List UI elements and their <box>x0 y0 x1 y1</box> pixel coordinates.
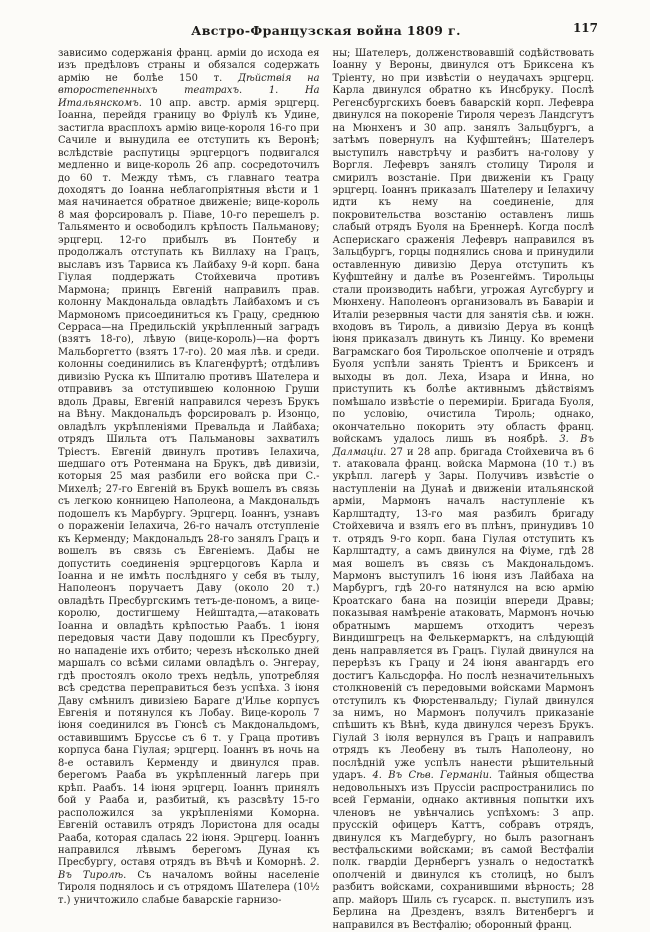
column-right <box>333 48 595 932</box>
text-segment: зависимо содержанія франц. арміи до исхода ея изъ предѣловъ страны и обязался содержать армію не болѣе 150 т. <box>58 48 320 84</box>
running-title: Австро-Французская война 1809 г. <box>191 23 461 38</box>
text-segment: ны; Шателеръ, долженствовавшій содѣйствовать Іоанну у Вероны, двинулся отъ Бриксена къ Тріенту, но при извѣстіи о неудачахъ эрцгерц. Карла двинулся обратно къ Инсбруку. Послѣ Регенсбургскихъ боевъ баварскій корп. Лефевра двинулся на покореніе Тироля черезъ Ландсгутъ на Мюнхенъ и 30 апр. занялъ Зальцбургъ, а затѣмъ повернулъ на Куфштейнъ; Шателеръ выступилъ навстрѣчу и разбитъ на-голову у Воргля. Лефевръ занялъ столицу Тироля и смирилъ возстаніе. При движеніи къ Грацу эрцгерц. Іоаннъ приказалъ Шателеру и Іелахичу идти къ нему на соединеніе, для покровительства возстанію оставленъ лишь слабый отрядъ Буоля на Бреннерѣ. Когда послѣ Асперискаго сраженія Лефевръ направился въ Зальцбургъ, горцы поднялись снова и принудили оставленную дивизію Деруа отступить къ Куфштейну и далѣе въ Розенгеймъ. Тирольцы стали производить набѣги, угрожая Аугсбургу и Мюнхену. Наполеонъ организовалъ въ Баваріи и Италіи резервныя части для занятія сѣв. и южн. входовъ въ Тироль, а дивизію Деруа въ концѣ іюня приказалъ двинуть къ Линцу. Ко времени Ваграмскаго боя Тирольское ополченіе и отрядъ Буоля успѣли занять Тріентъ и Бриксенъ и выходы въ дол. Леха, Изара и Инна, но приступить къ болѣе активнымъ дѣйствіямъ помѣшало извѣстіе о перемиріи. Бригада Буоля, по условію, очистила Тироль; однако, окончательно покорить эту область франц. войскамъ удалось лишь въ ноябрѣ. <box>332 48 594 446</box>
text-columns <box>58 48 594 932</box>
text-segment: 10 апр. австр. армія эрцгерц. Іоанна, перейдя границу во Фріулѣ къ Удине, застигла врасплохъ армію вице-короля 16-го при Сачиле и вынудила ее отступить къ Веронѣ; вслѣдствіе распутицы эрцгерцогъ подвигался медленно и вице-король 26 апр. сосредоточилъ до 60 т. Между тѣмъ, съ главнаго театра доходятъ до Іоанна неблагопріятныя вѣсти и 1 мая начинается обратное движеніе; вице-король 8 мая форсировалъ р. Піаве, 10-го перешелъ р. Тальяменто и освободилъ крѣпость Пальманову; эрцгерц. 12-го прибылъ въ Понтебу и продолжалъ отступать къ Виллаху на Грацъ, выславъ изъ Тарвиса къ Лайбаху 9-й корп. бана Гіулая поддержать Стойхевича противъ Мармона; принцъ Евгеній направилъ прав. колонну Макдональда овладѣть Лайбахомъ и съ Мармономъ присоединиться къ Грацу, среднюю Серраса—на Предильскій укрѣпленный заградъ (взятъ 18-го), лѣвую (вице-король)—на фортъ Мальборгетто (взятъ 17-го). 20 мая лѣв. и среди. колонны соединились въ Клагенфуртѣ; отдѣливъ дивизію Руска къ Шпиталю противъ Шателера и отправивъ за отступившею колонною Груши вдоль Дравы, Евгеній направился черезъ Брукъ на Вѣну. Макдональдъ форсировалъ р. Изонцо, овладѣлъ укрѣпленіями Превальда и Лайбаха; отрядъ Шильта отъ Пальмановы захватилъ Тріестъ. Евгеній двинулъ противъ Іелахича, шедшаго отъ Ротенмана на Брукъ, двѣ дивизіи, которыя 25 мая разбили его войска при С.-Михелѣ; 27-го Евгеній въ Брукѣ вошелъ въ связь съ легкою конницею Наполеона, а Макдональдъ подошелъ къ Марбургу. Эрцгерц. Іоаннъ, узнавъ о пораженіи Іелахича, 26-го началъ отступленіе къ Керменду; Макдональдъ 28-го занялъ Грацъ и вошелъ въ связь съ Евгеніемъ. Дабы не допустить соединенія эрцгерцоговъ Карла и Іоанна и не имѣть послѣдняго у себя въ тылу, Наполеонъ поручаетъ Даву (около 20 т.) овладѣть Пресбургскимъ тетъ-де-пономъ, а вице-королю, достигшему Нейштадта,—атаковать Іоанна и овладѣть крѣпостью Раабъ. 1 іюня передовыя части Даву подошли къ Пресбургу, но нападеніе ихъ отбито; черезъ нѣсколько дней маршалъ со всѣми силами овладѣлъ о. Энгерау, гдѣ простоялъ около трехъ недѣль, употребляя всѣ средства переправиться безъ успѣха. 3 іюня Даву смѣнилъ дивизіею Бараге д'Илье корпусъ Евгенія и потянулся къ Лобау. Вице-король 7 іюня соединился въ Гюнсѣ съ Макдональдомъ, оставившимъ Бруссье съ 6 т. у Граца противъ корпуса бана Гіулая; эрцгерц. Іоаннъ въ ночь на 8-е оставилъ Керменду и двинулся прав. берегомъ Рааба въ укрѣпленный лагерь при крѣп. Раабъ. 14 іюня эрцгерц. Іоаннъ принялъ бой у Рааба и, разбитый, къ разсвѣту 15-го расположился за укрѣпленіями Коморна. Евгеній оставилъ отрядъ Лористона для осады Рааба, которая сдалась 22 іюня. Эрцгерц. Іоаннъ направился лѣвымъ берегомъ Дуная къ Пресбургу, оставя отрядъ въ Вѣчѣ и Коморнѣ. <box>58 97 320 869</box>
text-segment: 2. Въ Тиролѣ. <box>58 857 320 881</box>
text-segment: Дѣйствія на второстепенныхъ театрахъ. 1. На Итальянскомъ. <box>58 72 320 109</box>
text-segment: 27 и 28 апр. бригада Стойхевича въ 6 т. атаковала франц. войска Мармона (10 т.) въ укрѣпл. лагерѣ у Зары. Получивъ извѣстіе о наступленіи на Дунаѣ и движеніи итальянской арміи, Мармонъ началъ наступленіе къ Карлштадту, 13-го мая разбилъ бригаду Стойхевича и взялъ его въ плѣнъ, принудивъ 10 т. отрядъ 9-го корп. бана Гіулая отступить къ Карлштадту, а самъ двинулся на Фіуме, гдѣ 28 мая вошелъ въ связь съ Макдональдомъ. Мармонъ выступилъ 16 іюня изъ Лайбаха на Марбургъ, гдѣ 20-го натянулся на всю армію Кроатскаго бана на позиціи впереди Дравы; показывая намѣреніе атаковать, Мармонъ ночью обратнымъ маршемъ отходитъ черезъ Виндишгрецъ на Фелькермарктъ, на слѣдующій день направляется въ Грацъ. Гіулай двинулся на перерѣзъ къ Грацу и 24 іюня авангардъ его достигъ Кальсдорфа. Но послѣ незначительныхъ столкновеній съ передовыми войсками Мармонъ отступилъ къ Фюрстенвальду; Гіулай двинулся за нимъ, но Мармонъ получилъ приказаніе спѣшить къ Вѣнѣ, куда двинулся черезъ Брукъ. Гіулай 3 іюля вернулся въ Грацъ и направилъ отрядъ къ Леобену въ тылъ Наполеону, но послѣдній уже успѣлъ нанести рѣшительный ударъ. <box>332 446 594 782</box>
running-header <box>58 20 598 38</box>
text-segment: Тайныя общества недовольныхъ изъ Пруссіи распространились по всей Германіи, однако активныя попытки ихъ членовъ не увѣнчались успѣхомъ: 3 апр. прусскій офицеръ Каттъ, собравъ отрядъ, двинулся къ Магдебургу, но былъ разогнанъ вестфальскими войсками; въ самой Вестфаліи полк. гвардіи Дернбергъ узналъ о недостаткѣ ополченій и двинулся къ столицѣ, но былъ разбитъ войсками, сохранившими вѣрность; 28 апр. майоръ Шиль съ гусарск. п. выступилъ изъ Берлина на Дрезденъ, взялъ Витенбергъ и направился въ Вестфалію; оборонный франц. <box>332 770 594 931</box>
text-segment: Съ началомъ войны населеніе Тироля поднялось и съ отрядомъ Шателера (10½ т.) уничтожило слабые баварскіе гарнизо- <box>58 869 320 906</box>
page-number: 117 <box>572 21 598 35</box>
text-segment: 4. Въ Сѣв. Германіи. <box>372 770 493 782</box>
text-segment: 3. Въ Далмаціи. <box>332 434 594 458</box>
column-left <box>58 48 320 907</box>
